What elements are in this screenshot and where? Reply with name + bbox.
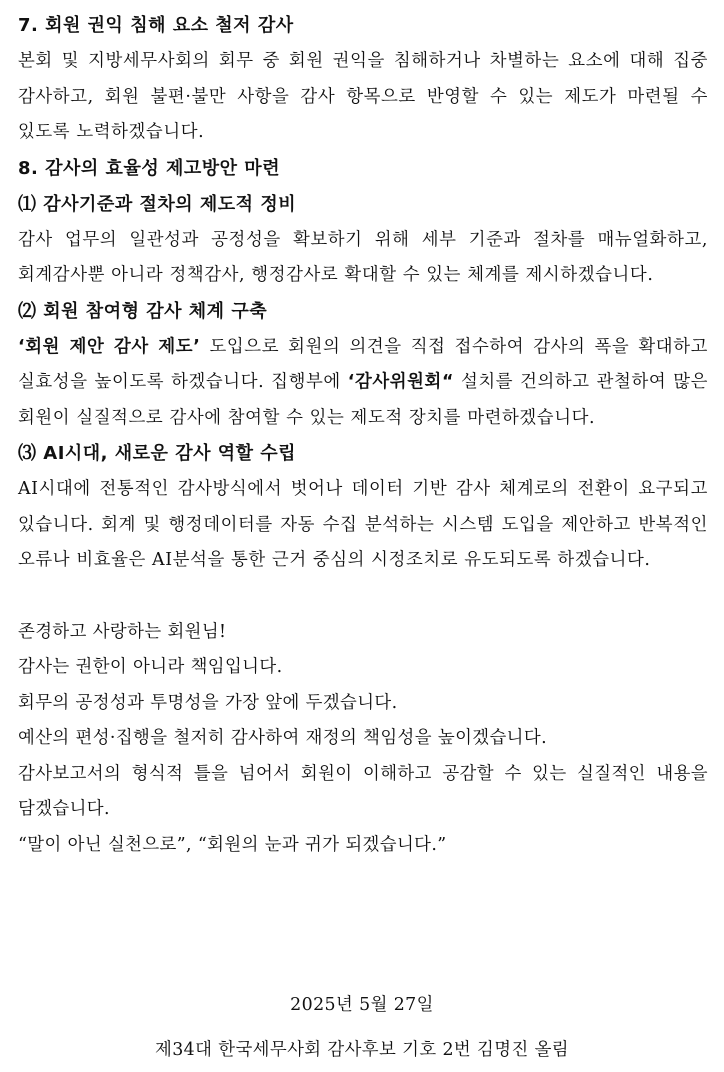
section-7-heading: 7. 회원 권익 침해 요소 철저 감사: [18, 15, 294, 36]
section-8-2-heading: ⑵ 회원 참여형 감사 체계 구축: [18, 300, 268, 322]
blank-line: [18, 579, 708, 615]
closing-remarks: [18, 615, 708, 864]
closing-line: 감사보고서의 형식적 틀을 넘어서 회원이 이해하고 공감할 수 있는 실질적인 내용을 담겠습니다.: [18, 763, 708, 819]
section-7-body: 본회 및 지방세무사회의 회무 중 회원 권익을 침해하거나 차별하는 요소에 대해 집중 감사하고, 회원 불편·불만 사항을 감사 항목으로 반영할 수 있는 제도가 마련될 수 있도록 노력하겠습니다.: [18, 51, 708, 142]
audit-committee-term: ‘감사위원회“: [347, 372, 454, 392]
closing-line: 존경하고 사랑하는 회원님!: [18, 621, 227, 642]
section-8-1-heading: ⑴ 감사기준과 절차의 제도적 정비: [18, 193, 297, 215]
section-8-2-body: [18, 330, 708, 437]
closing-line: “말이 아닌 실천으로”, “회원의 눈과 귀가 되겠습니다.”: [18, 834, 447, 855]
closing-line: 예산의 편성·집행을 철저히 감사하여 재정의 책임성을 높이겠습니다.: [18, 728, 548, 748]
closing-line: 감사는 권한이 아니라 책임입니다.: [18, 657, 283, 677]
section-8-3-body: AI시대에 전통적인 감사방식에서 벗어나 데이터 기반 감사 체계로의 전환이 요구되고 있습니다. 회계 및 행정데이터를 자동 수집 분석하는 시스템 도입을 제안하고 반복적인 오류나 비효율은 AI분석을 통한 근거 중심의 시정조치로 유도되도록 하겠습니다.: [18, 479, 708, 570]
section-8-3-heading: ⑶ AI시대, 새로운 감사 역할 수립: [18, 443, 297, 464]
section-8-heading: 8. 감사의 효율성 제고방안 마련: [18, 157, 281, 179]
section-8-2-text-2: 설치를 건의하고 관철하여 많은 회원이 실질적으로 감사에 참여할 수 있는 제도적 장치를 마련하겠습니다.: [18, 372, 708, 428]
closing-line: 회무의 공정성과 투명성을 가장 앞에 두겠습니다.: [18, 692, 398, 713]
signature-name: 제34대 한국세무사회 감사후보 기호 2번 김명진 올림: [155, 1040, 569, 1060]
member-proposal-audit-term: ‘회원 제안 감사 제도’: [18, 336, 201, 357]
section-8-2-text-1: 도입으로 회원의 의견을 직접 접수하여 감사의 폭을 확대하고 실효성을 높이도록 하겠습니다. 집행부에: [18, 336, 708, 392]
signature-date: 2025년 5월 27일: [290, 995, 434, 1015]
section-8-1-body: 감사 업무의 일관성과 공정성을 확보하기 위해 세부 기준과 절차를 매뉴얼화하고, 회계감사뿐 아니라 정책감사, 행정감사로 확대할 수 있는 체계를 제시하겠습니다.: [18, 229, 708, 285]
